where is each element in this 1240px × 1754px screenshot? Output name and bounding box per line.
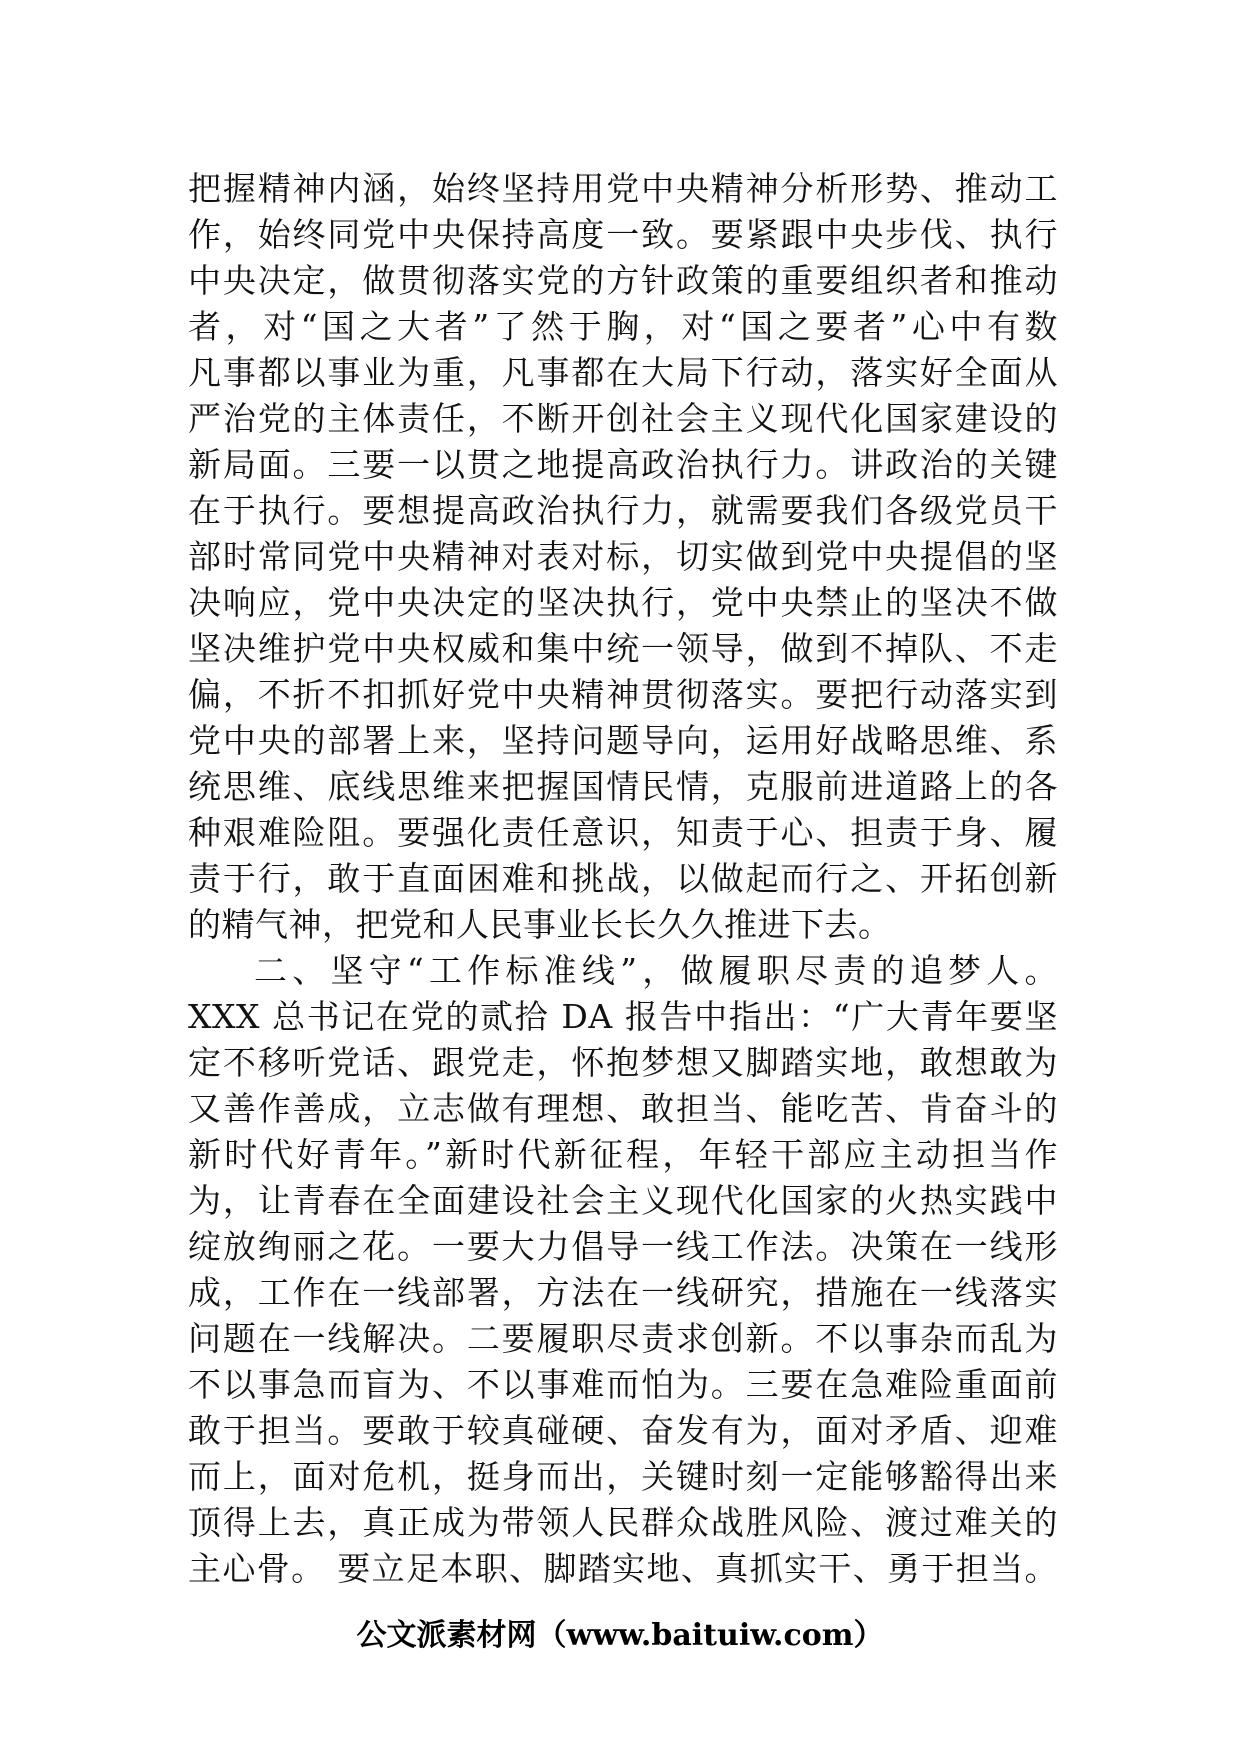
text-line: 责于行，敢于直面困难和挑战，以做起而行之、开拓创新 xyxy=(188,859,1058,898)
text-line: 不以事急而盲为、不以事难而怕为。三要在急难险重面前 xyxy=(188,1365,1058,1404)
text-line: 又善作善成，立志做有理想、敢担当、能吃苦、肯奋斗的 xyxy=(188,1089,1058,1128)
text-line: 定不移听党话、跟党走，怀抱梦想又脚踏实地，敢想敢为 xyxy=(188,1043,1058,1082)
text-line: 敢于担当。要敢于较真碰硬、奋发有为，面对矛盾、迎难 xyxy=(188,1411,1058,1450)
footer-watermark: 公文派素材网（www.baituiw.com） xyxy=(356,1618,884,1653)
text-line: XXX 总书记在党的贰拾 DA 报告中指出：“广大青年要坚 xyxy=(188,997,1058,1036)
text-line: 把握精神内涵，始终坚持用党中央精神分析形势、推动工 xyxy=(188,169,1058,208)
text-line: 坚决维护党中央权威和集中统一领导，做到不掉队、不走 xyxy=(188,629,1058,668)
text-line: 成，工作在一线部署，方法在一线研究，措施在一线落实 xyxy=(188,1273,1058,1312)
document-body xyxy=(188,166,1058,1592)
text-line: 统思维、底线思维来把握国情民情，克服前进道路上的各 xyxy=(188,767,1058,806)
text-line: 凡事都以事业为重，凡事都在大局下行动，落实好全面从 xyxy=(188,353,1058,392)
text-line: 者，对“国之大者”了然于胸，对“国之要者”心中有数 xyxy=(188,307,1058,346)
text-line: 而上，面对危机，挺身而出，关键时刻一定能够豁得出来 xyxy=(188,1457,1058,1496)
text-line: 决响应，党中央决定的坚决执行，党中央禁止的坚决不做 xyxy=(188,583,1058,622)
text-line: 部时常同党中央精神对表对标，切实做到党中央提倡的坚 xyxy=(188,537,1058,576)
text-line: 严治党的主体责任，不断开创社会主义现代化国家建设的 xyxy=(188,399,1058,438)
text-line: 为，让青春在全面建设社会主义现代化国家的火热实践中 xyxy=(188,1181,1058,1220)
text-line: 作，始终同党中央保持高度一致。要紧跟中央步伐、执行 xyxy=(188,215,1058,254)
text-line: 顶得上去，真正成为带领人民群众战胜风险、渡过难关的 xyxy=(188,1503,1058,1542)
text-line: 新时代好青年。”新时代新征程，年轻干部应主动担当作 xyxy=(188,1135,1058,1174)
section-heading-line: 二、坚守“工作标准线”，做履职尽责的追梦人。 xyxy=(254,951,1058,990)
text-line: 偏，不折不扣抓好党中央精神贯彻落实。要把行动落实到 xyxy=(188,675,1058,714)
text-line: 问题在一线解决。二要履职尽责求创新。不以事杂而乱为 xyxy=(188,1319,1058,1358)
text-line: 新局面。三要一以贯之地提高政治执行力。讲政治的关键 xyxy=(188,445,1058,484)
text-line: 党中央的部署上来，坚持问题导向，运用好战略思维、系 xyxy=(188,721,1058,760)
text-line: 主心骨。 要立足本职、脚踏实地、真抓实干、勇于担当。 xyxy=(188,1549,1058,1588)
text-line: 种艰难险阻。要强化责任意识，知责于心、担责于身、履 xyxy=(188,813,1058,852)
text-line: 中央决定，做贯彻落实党的方针政策的重要组织者和推动 xyxy=(188,261,1058,300)
text-line: 在于执行。要想提高政治执行力，就需要我们各级党员干 xyxy=(188,491,1058,530)
text-line: 的精气神，把党和人民事业长长久久推进下去。 xyxy=(188,905,892,944)
text-line: 绽放绚丽之花。一要大力倡导一线工作法。决策在一线形 xyxy=(188,1227,1058,1266)
